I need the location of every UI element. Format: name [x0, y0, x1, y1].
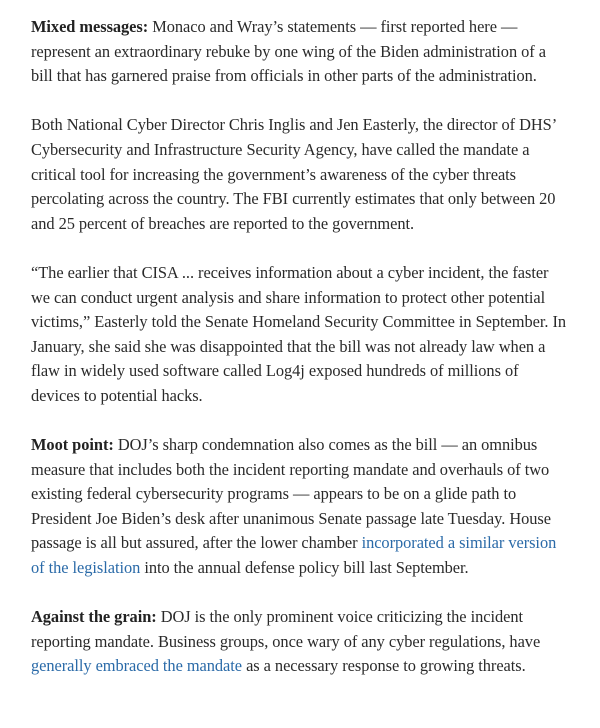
paragraph-easterly-quote	[31, 261, 568, 409]
lead-against-the-grain: Against the grain:	[31, 607, 157, 627]
paragraph-text: Both National Cyber Director Chris Inglis and Jen Easterly, the director of DHS’ Cybersecurity and Infrastructure Security Agency, have called the mandate a critical tool for increasing the government’s awareness of the cyber threats percolating across the country. The FBI currently estimates that only between 20 and 25 percent of breaches are reported to the government.	[31, 115, 556, 233]
paragraph-text: Monaco and Wray’s statements — first reported here — represent an extraordinary rebuke by one wing of the Biden administration of a bill that has garnered praise from officials in other parts of the administration.	[31, 17, 546, 86]
lead-moot-point: Moot point:	[31, 435, 114, 455]
paragraph-against-the-grain	[31, 605, 568, 679]
link-generally-embraced-mandate[interactable]: generally embraced the mandate	[31, 656, 243, 676]
paragraph-text: into the annual defense policy bill last September.	[140, 558, 469, 578]
lead-mixed-messages: Mixed messages:	[31, 17, 149, 36]
link-incorporated-similar-version[interactable]: incorporated a similar version of the legislation	[31, 533, 557, 578]
paragraph-text: “The earlier that CISA ... receives information about a cyber incident, the faster we can conduct urgent analysis and share information to protect other potential victims,” Easterly told the Senate Homeland Security Committee in September. In January, she said she was disappointed that the bill was not already law when a flaw in widely used software called Log4j exposed hundreds of millions of devices to potential hacks.	[31, 262, 566, 405]
paragraph-cyber-director	[31, 113, 568, 236]
paragraph-text: DOJ is the only prominent voice criticizing the incident reporting mandate. Business groups, once wary of any cyber regulations, have	[31, 607, 541, 651]
paragraph-mixed-messages	[31, 15, 568, 89]
paragraph-text: DOJ’s sharp condemnation also comes as the bill — an omnibus measure that includes both the incident reporting mandate and overhauls of two existing federal cybersecurity programs — appears to be on a glide path to President Joe Biden’s desk after unanimous Senate passage late Tuesday. House passage is all but assured, after the lower chamber	[31, 435, 551, 553]
paragraph-text: as a necessary response to growing threats.	[242, 656, 526, 676]
paragraph-moot-point	[31, 433, 568, 581]
